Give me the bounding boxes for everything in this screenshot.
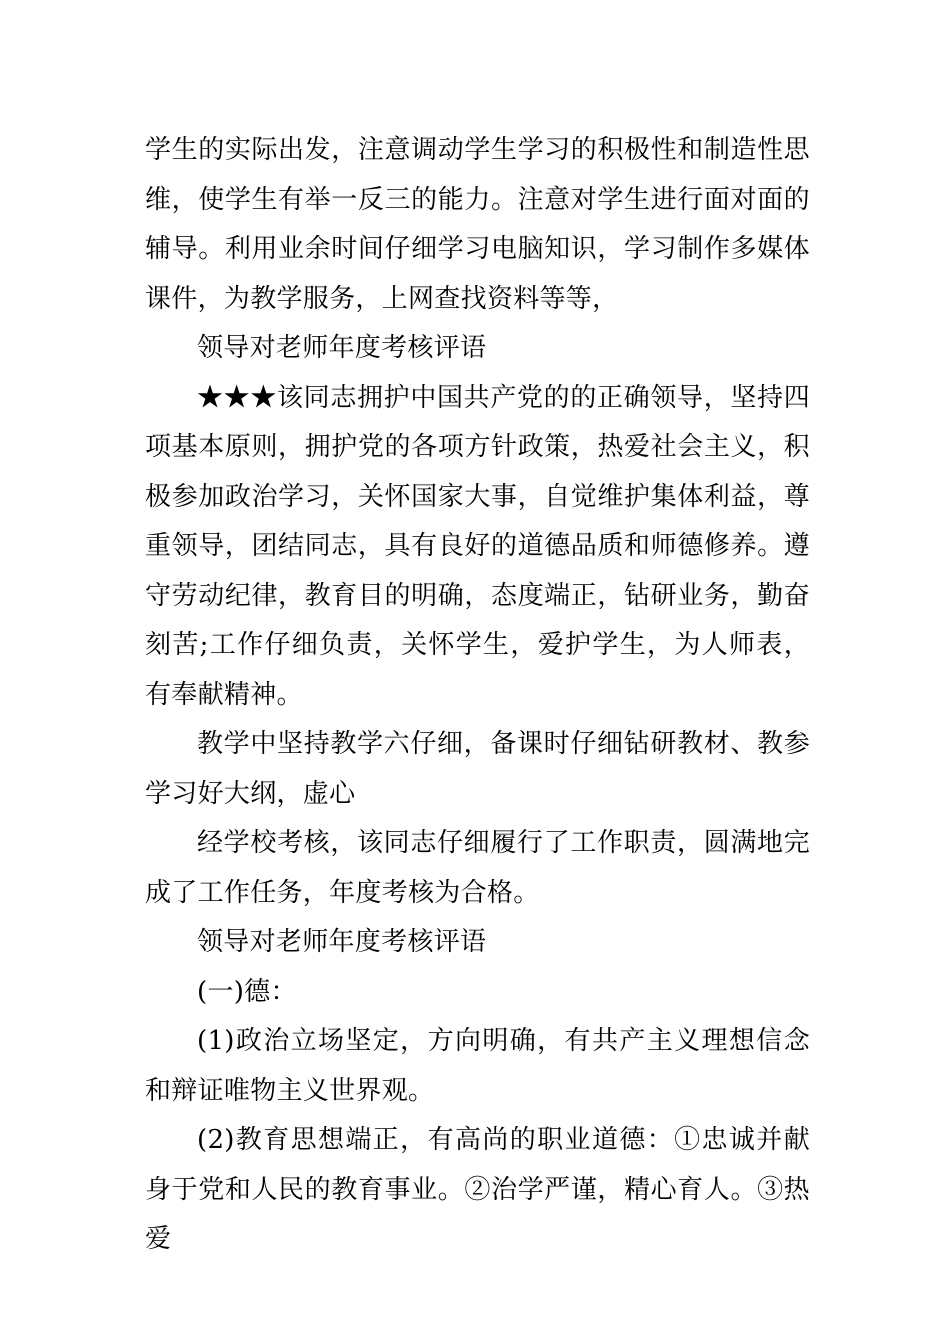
- teaching-paragraph: 教学中坚持教学六仔细，备课时仔细钻研教材、教参学习好大纲，虚心: [145, 729, 810, 809]
- list-item: (2)教育思想端正，有高尚的职业道德：①忠诚并献身于党和人民的教育事业。②治学严谨，精心育人。③热爱: [145, 1125, 810, 1254]
- subsection-heading: (一)德：: [197, 976, 297, 1007]
- list-item: (1)政治立场坚定，方向明确，有共产主义理想信念和辩证唯物主义世界观。: [145, 1026, 810, 1106]
- section-heading: 领导对老师年度考核评语: [197, 333, 487, 363]
- paragraph-continuation: 学生的实际出发，注意调动学生学习的积极性和制造性思维，使学生有举一反三的能力。注意对学生进行面对面的辅导。利用业余时间仔细学习电脑知识，学习制作多媒体课件，为教学服务，上网查找资料等等，: [145, 135, 810, 314]
- assessment-paragraph: 经学校考核，该同志仔细履行了工作职责，圆满地完成了工作任务，年度考核为合格。: [145, 828, 810, 908]
- evaluation-paragraph: ★★★该同志拥护中国共产党的的正确领导，坚持四项基本原则，拥护党的各项方针政策，热爱社会主义，积极参加政治学习，关怀国家大事，自觉维护集体利益，尊重领导，团结同志，具有良好的道德品质和师德修养。遵守劳动纪律，教育目的明确，态度端正，钻研业务，勤奋刻苦;工作仔细负责，关怀学生，爱护学生，为人师表，有奉献精神。: [145, 382, 810, 710]
- document-body: [145, 126, 810, 1265]
- section-heading: 领导对老师年度考核评语: [197, 927, 487, 957]
